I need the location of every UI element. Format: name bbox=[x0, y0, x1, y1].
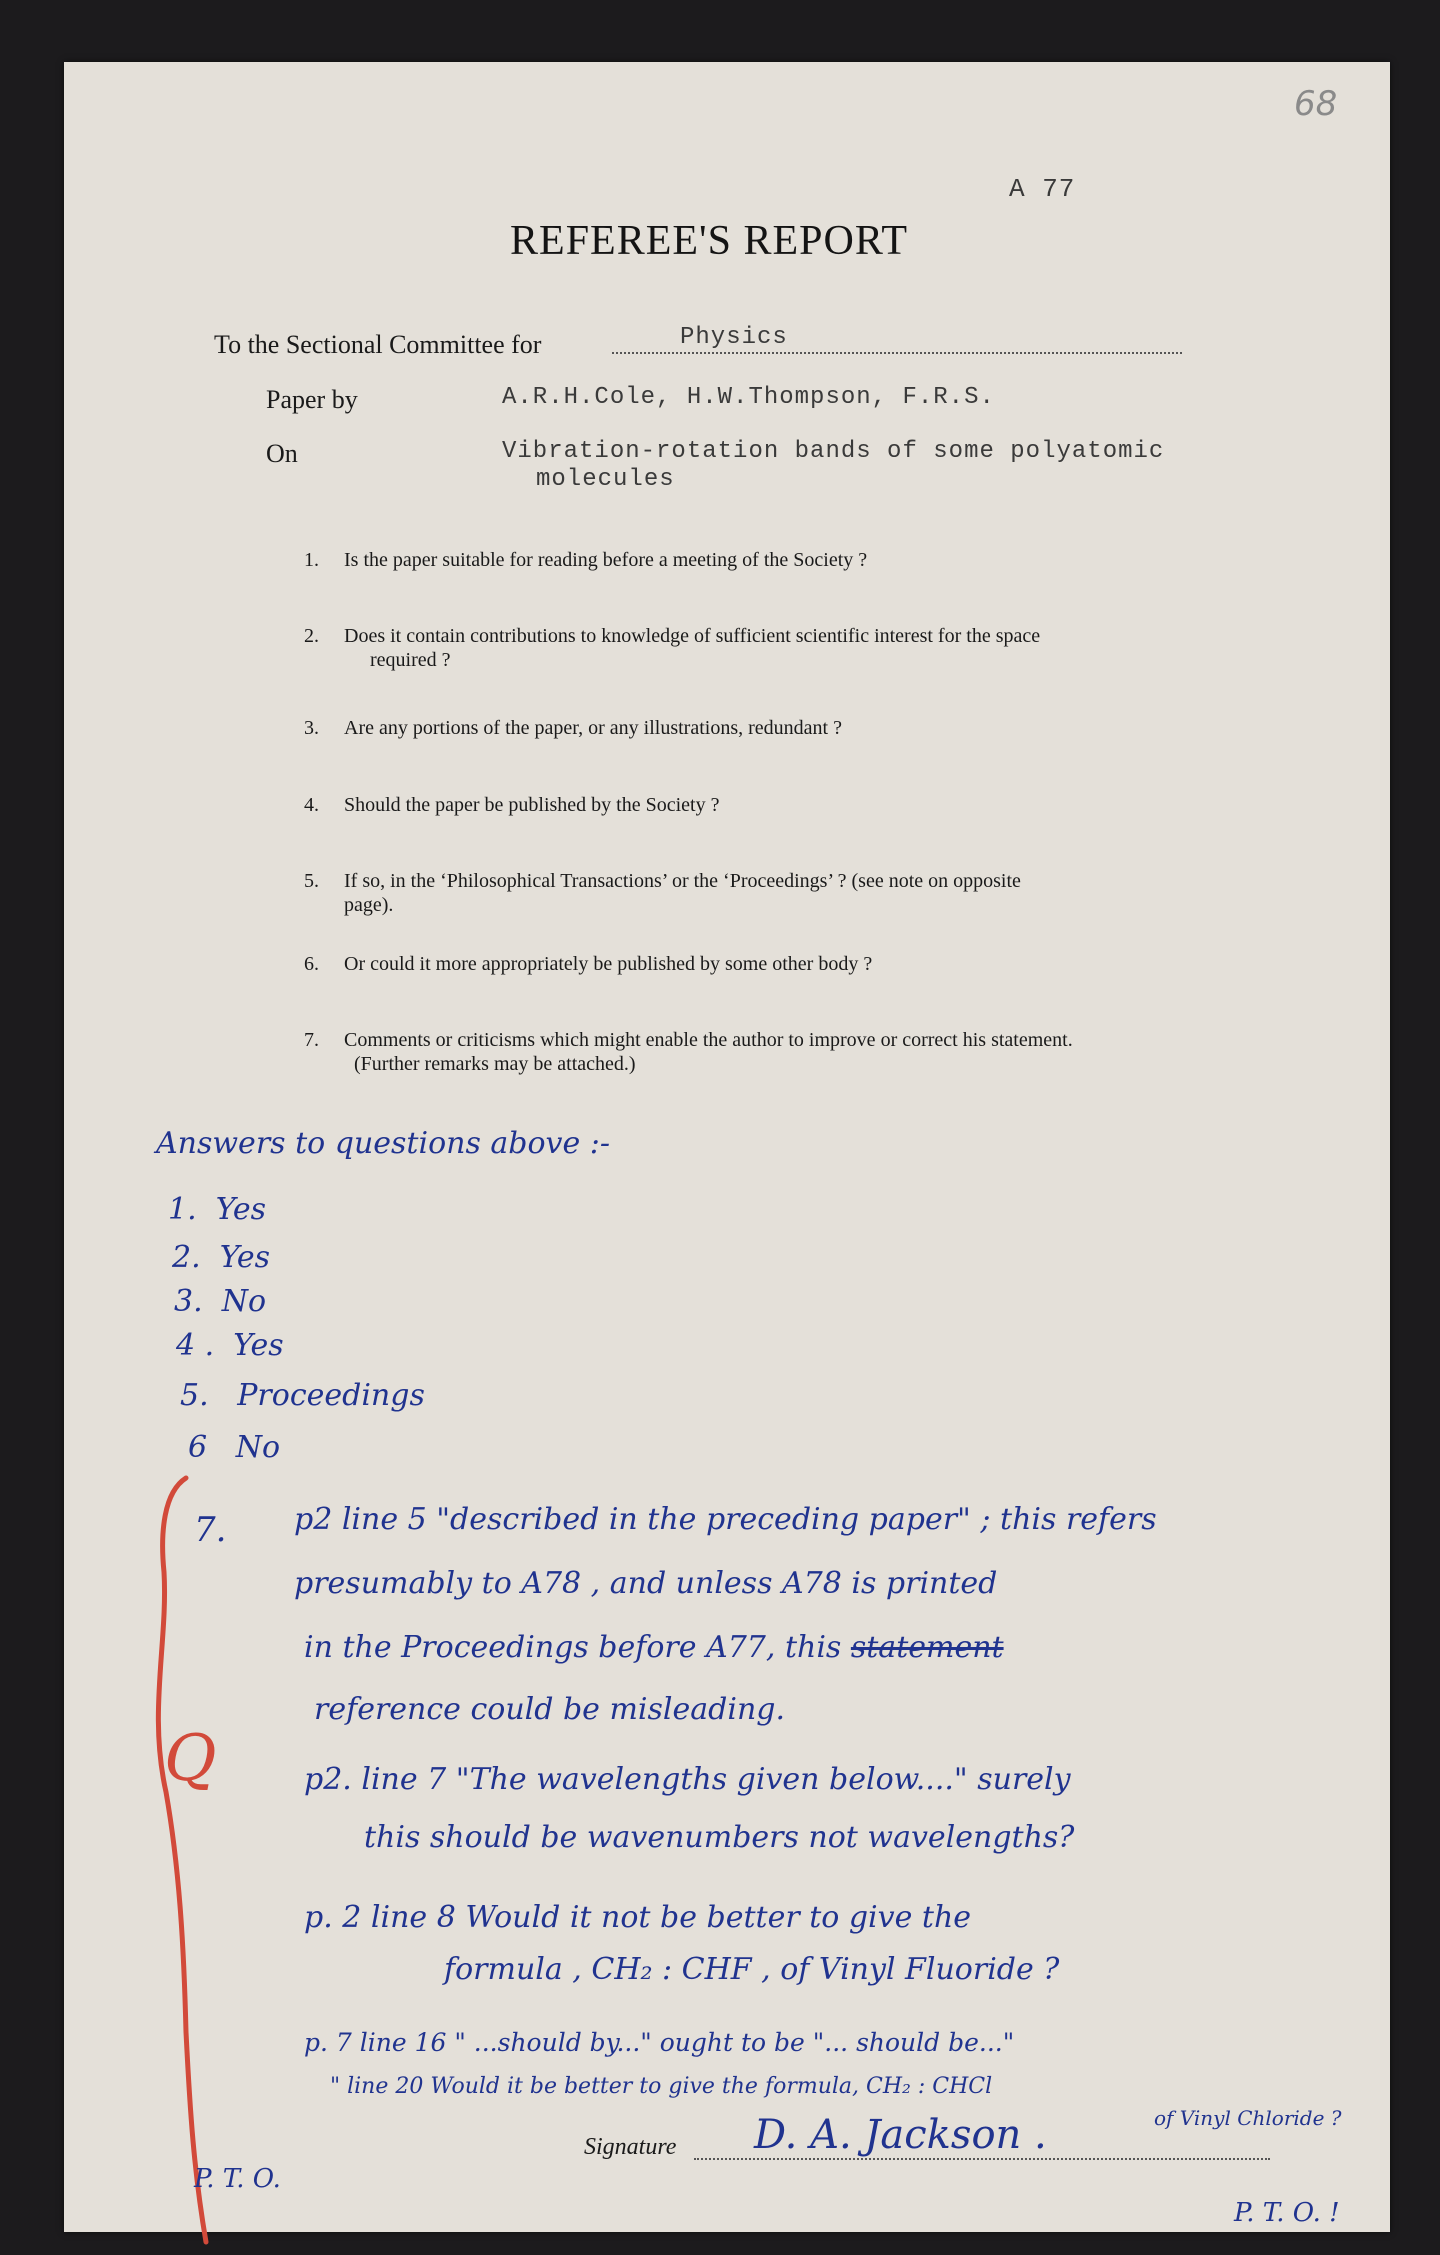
question-text-cont: (Further remarks may be attached.) bbox=[354, 1053, 636, 1075]
paper-by-value: A.R.H.Cole, H.W.Thompson, F.R.S. bbox=[502, 384, 995, 411]
comment-line-7: p. 2 line 8 Would it not be better to give the bbox=[304, 1900, 972, 1935]
signature-dotted-line bbox=[694, 2158, 1270, 2160]
question-number: 3. bbox=[304, 717, 319, 739]
answer-text: No bbox=[235, 1430, 281, 1465]
answer-3 bbox=[174, 1284, 266, 1319]
comment-line-1: p2 line 5 "described in the preceding paper" ; this refers bbox=[294, 1502, 1157, 1537]
report-title: REFEREE'S REPORT bbox=[510, 218, 908, 264]
question-5 bbox=[304, 869, 1224, 917]
answer-number: 3. bbox=[174, 1284, 203, 1319]
question-number: 6. bbox=[304, 953, 319, 975]
question-text: Or could it more appropriately be published by some other body ? bbox=[344, 953, 873, 975]
answer-text: Yes bbox=[219, 1240, 271, 1275]
page-number: 68 bbox=[1294, 84, 1338, 124]
answer-number: 1. bbox=[168, 1192, 197, 1227]
committee-value: Physics bbox=[680, 324, 788, 351]
reference-code: A 77 bbox=[1009, 174, 1076, 204]
question-text: Are any portions of the paper, or any illustrations, redundant ? bbox=[344, 717, 842, 739]
referee-report-sheet bbox=[64, 62, 1390, 2232]
struck-word: statement bbox=[850, 1630, 1004, 1665]
answer-6 bbox=[188, 1430, 280, 1465]
answer-number: 6 bbox=[188, 1430, 208, 1465]
question-6 bbox=[304, 952, 1204, 976]
question-4 bbox=[304, 793, 1204, 817]
answer-2 bbox=[172, 1240, 270, 1275]
comment-line-3 bbox=[304, 1630, 1004, 1665]
comment-line-10: " line 20 Would it be better to give the formula, CH₂ : CHCl bbox=[330, 2074, 993, 2099]
question-number: 1. bbox=[304, 549, 319, 571]
signature-value: D. A. Jackson . bbox=[754, 2112, 1047, 2158]
question-text-cont: required ? bbox=[370, 649, 451, 671]
red-q-mark: Q bbox=[164, 1722, 217, 1796]
pto-left: P. T. O. bbox=[194, 2164, 281, 2194]
question-7 bbox=[304, 1028, 1224, 1076]
answer-1 bbox=[168, 1192, 266, 1227]
comment-line-8: formula , CH₂ : CHF , of Vinyl Fluoride ? bbox=[444, 1952, 1060, 1987]
answer-text: Yes bbox=[215, 1192, 267, 1227]
answer-4 bbox=[176, 1328, 284, 1363]
on-value-line2: molecules bbox=[536, 466, 675, 493]
question-text: Does it contain contributions to knowledge of sufficient scientific interest for the space bbox=[344, 625, 1041, 647]
question-number: 4. bbox=[304, 794, 319, 816]
committee-dotted-line bbox=[612, 352, 1182, 354]
answer-number: 4 . bbox=[176, 1328, 215, 1363]
on-label: On bbox=[266, 439, 298, 468]
question-text: Comments or criticisms which might enable the author to improve or correct his statement. bbox=[344, 1029, 1073, 1051]
question-number: 7. bbox=[304, 1029, 319, 1051]
question-1 bbox=[304, 548, 1204, 572]
comment-line-4: reference could be misleading. bbox=[314, 1692, 786, 1727]
question-number: 2. bbox=[304, 625, 319, 647]
comment-line-6: this should be wavenumbers not wavelengths? bbox=[364, 1820, 1075, 1855]
signature-label: Signature bbox=[584, 2134, 677, 2160]
comment-line-11: of Vinyl Chloride ? bbox=[1154, 2106, 1342, 2130]
answer-text: Yes bbox=[233, 1328, 284, 1363]
comment-line-5: p2. line 7 "The wavelengths given below...." surely bbox=[304, 1762, 1071, 1797]
answer-5 bbox=[180, 1378, 425, 1413]
comment-line-3-text: in the Proceedings before A77, this bbox=[304, 1630, 842, 1665]
question-3 bbox=[304, 716, 1204, 740]
question-text: Is the paper suitable for reading before a meeting of the Society ? bbox=[344, 549, 868, 571]
question-number: 5. bbox=[304, 870, 319, 892]
question-text: Should the paper be published by the Society ? bbox=[344, 794, 720, 816]
committee-label: To the Sectional Committee for bbox=[214, 330, 542, 359]
comment-line-9: p. 7 line 16 " ...should by..." ought to be "... should be..." bbox=[304, 2028, 1015, 2057]
comment-line-2: presumably to A78 , and unless A78 is printed bbox=[294, 1566, 998, 1601]
paper-by-label: Paper by bbox=[266, 385, 358, 414]
question-text: If so, in the ‘Philosophical Transactions’ or the ‘Proceedings’ ? (see note on opposite bbox=[344, 870, 1021, 892]
answer-number: 2. bbox=[172, 1240, 201, 1275]
comment-number: 7. bbox=[194, 1510, 227, 1550]
question-text-cont: page). bbox=[344, 894, 394, 916]
red-margin-bracket bbox=[124, 1472, 244, 2252]
answer-text: Proceedings bbox=[237, 1378, 425, 1413]
answers-heading: Answers to questions above :- bbox=[156, 1126, 611, 1161]
pto-right: P. T. O. ! bbox=[1234, 2198, 1340, 2228]
on-value-line1: Vibration-rotation bands of some polyatomic bbox=[502, 438, 1165, 465]
answer-number: 5. bbox=[180, 1378, 209, 1413]
question-2 bbox=[304, 624, 1224, 672]
answer-text: No bbox=[221, 1284, 267, 1319]
